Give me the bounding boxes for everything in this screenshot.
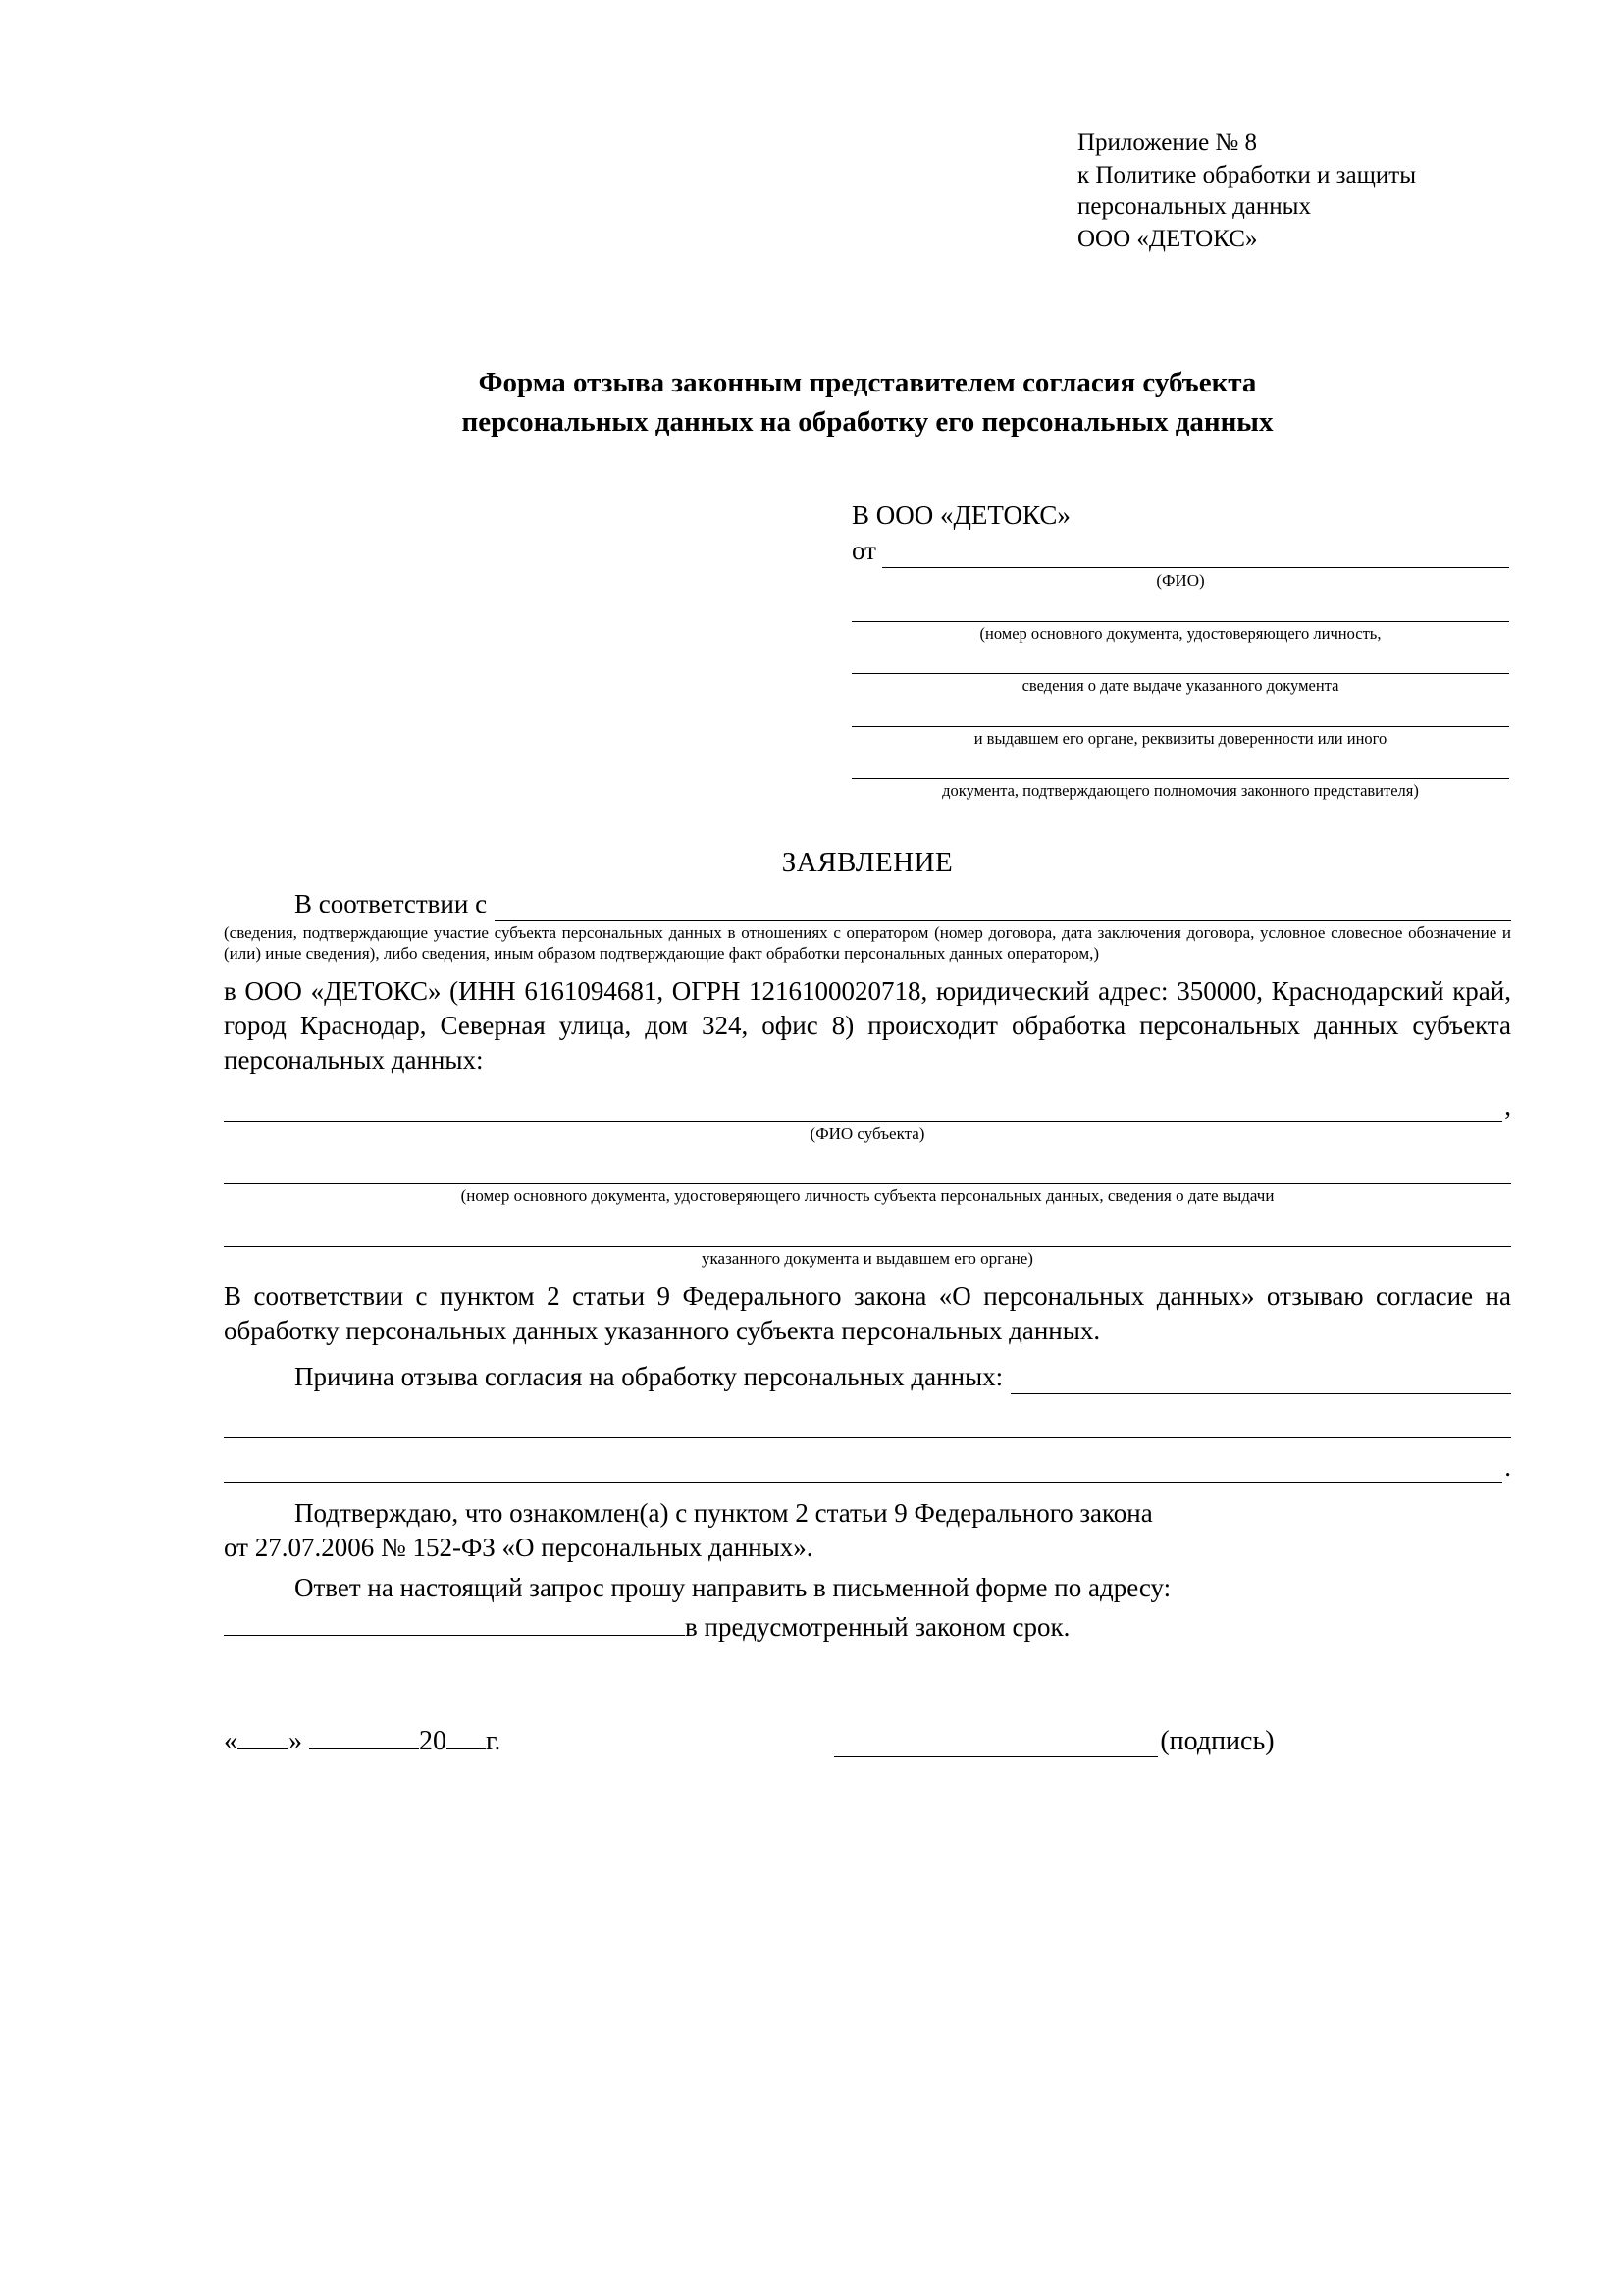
note-contract-details: (сведения, подтверждающие участие субъекта персональных данных в отношениях с оператором (номер договора, дата заключения договора, условное словесное обозначение и (или) иные сведения), либо сведения, иным образом подтверждающие факт обработки персональных данных оператором,) bbox=[224, 923, 1511, 963]
in-accordance-row bbox=[224, 887, 1511, 921]
caption-doc-line1: (номер основного документа, удостоверяющего личность, bbox=[979, 623, 1382, 643]
subject-fio-comma: , bbox=[1504, 1090, 1511, 1121]
from-field-row bbox=[852, 534, 1509, 569]
answer-paragraph: Ответ на настоящий запрос прошу направить в письменной форме по адресу: bbox=[294, 1573, 1172, 1603]
date-quote-close: » bbox=[288, 1726, 302, 1757]
caption-doc-line4: документа, подтверждающего полномочия законного представителя) bbox=[942, 781, 1419, 801]
representative-doc-input-4[interactable] bbox=[852, 749, 1509, 779]
in-accordance-input[interactable] bbox=[495, 894, 1511, 921]
from-name-input[interactable] bbox=[882, 541, 1509, 568]
date-month-input[interactable] bbox=[309, 1723, 419, 1749]
subject-doc-input-1[interactable] bbox=[224, 1154, 1511, 1184]
caption-doc-line2: сведения о дате выдаче указанного документа bbox=[1021, 676, 1339, 696]
date-year-input[interactable] bbox=[446, 1723, 486, 1749]
reason-period: . bbox=[1504, 1451, 1511, 1482]
subject-fio-input[interactable] bbox=[224, 1094, 1502, 1122]
representative-doc-input-2[interactable] bbox=[852, 644, 1509, 674]
appendix-company: ООО «ДЕТОКС» bbox=[1077, 225, 1258, 252]
in-accordance-label: В соответствии с bbox=[294, 889, 488, 919]
reason-row-3 bbox=[224, 1452, 1511, 1483]
reason-input-2[interactable] bbox=[224, 1408, 1511, 1438]
signature-input[interactable] bbox=[834, 1729, 1158, 1757]
appendix-policy-line2: персональных данных bbox=[1077, 193, 1311, 220]
representative-doc-input-3[interactable] bbox=[852, 697, 1509, 727]
answer-address-row bbox=[224, 1609, 1511, 1644]
appendix-header bbox=[1077, 128, 1511, 255]
reason-row bbox=[224, 1360, 1511, 1394]
reason-input-3[interactable] bbox=[224, 1455, 1502, 1483]
caption-fio: (ФИО) bbox=[1156, 571, 1205, 591]
caption-subject-fio: (ФИО субъекта) bbox=[810, 1123, 925, 1143]
date-year-prefix: 20 bbox=[419, 1726, 446, 1757]
page-title-line2: персональных данных на обработку его персональных данных bbox=[461, 406, 1274, 439]
caption-subject-doc-line1: (номер основного документа, удостоверяющего личность субъекта персональных данных, сведения о дате выдачи bbox=[460, 1186, 1275, 1206]
statement-heading: ЗАЯВЛЕНИЕ bbox=[781, 847, 954, 879]
confirmation-paragraph-line1: Подтверждаю, что ознакомлен(а) с пунктом 2 статьи 9 Федерального закона bbox=[294, 1497, 1153, 1528]
signature-caption: (подпись) bbox=[1160, 1726, 1275, 1757]
date-field[interactable] bbox=[224, 1723, 500, 1757]
subject-fio-row bbox=[224, 1091, 1511, 1122]
appendix-policy-line1: к Политике обработки и защиты bbox=[1077, 161, 1417, 188]
reason-input-1[interactable] bbox=[1011, 1367, 1511, 1394]
signature-row bbox=[224, 1723, 1511, 1757]
confirmation-paragraph-line2: от 27.07.2006 № 152-ФЗ «О персональных данных». bbox=[224, 1532, 813, 1562]
reason-label: Причина отзыва согласия на обработку персональных данных: bbox=[294, 1361, 1004, 1391]
page-title-line1: Форма отзыва законным представителем согласия субъекта bbox=[478, 367, 1257, 398]
addressee-organization: В ООО «ДЕТОКС» bbox=[852, 500, 1071, 531]
appendix-number: Приложение № 8 bbox=[1077, 130, 1258, 156]
answer-address-input[interactable] bbox=[224, 1609, 685, 1636]
subject-doc-input-2[interactable] bbox=[224, 1217, 1511, 1247]
page-title bbox=[224, 363, 1511, 442]
representative-doc-input-1[interactable] bbox=[852, 592, 1509, 622]
withdrawal-paragraph: В соответствии с пунктом 2 статьи 9 Федерального закона «О персональных данных» отзываю согласие на обработку персональных данных указанного субъекта персональных данных. bbox=[224, 1280, 1511, 1345]
date-day-input[interactable] bbox=[237, 1723, 288, 1749]
caption-doc-line3: и выдавшем его органе, реквизиты доверенности или иного bbox=[973, 728, 1387, 748]
answer-address-tail: в предусмотренный законом срок. bbox=[685, 1612, 1071, 1643]
date-year-suffix: г. bbox=[486, 1726, 501, 1757]
document-content bbox=[224, 128, 1511, 1757]
caption-subject-doc-line2: указанного документа и выдавшем его органе) bbox=[702, 1248, 1033, 1268]
addressee-block bbox=[852, 498, 1509, 802]
organization-paragraph: в ООО «ДЕТОКС» (ИНН 6161094681, ОГРН 1216100020718, юридический адрес: 350000, Краснодарский край, город Краснодар, Северная улица, дом 324, офис 8) происходит обработка персональных данных субъекта персональных данных: bbox=[224, 975, 1511, 1074]
date-quote-open: « bbox=[224, 1726, 237, 1757]
from-label: от bbox=[852, 535, 876, 565]
